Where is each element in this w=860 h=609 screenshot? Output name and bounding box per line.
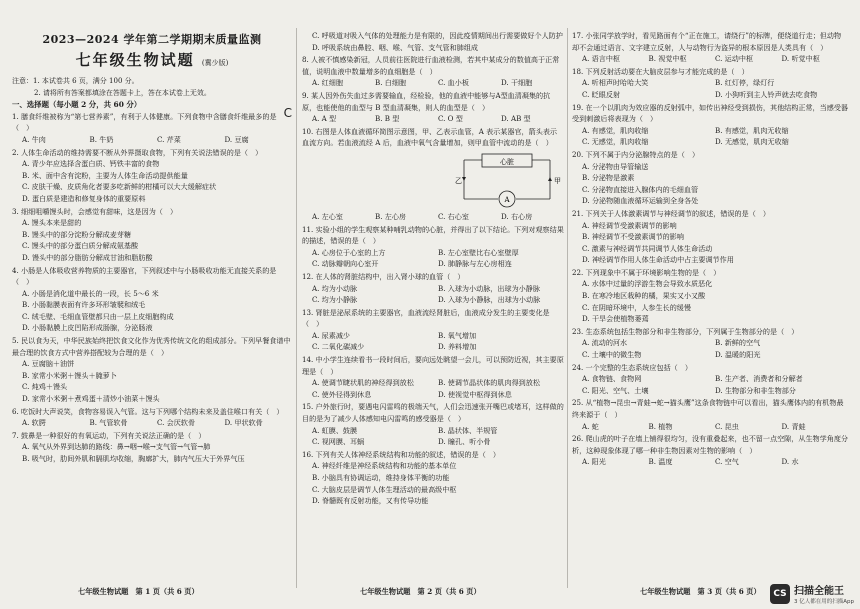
question-item [302, 30, 564, 53]
vessel-jia-label: 甲 [554, 176, 561, 185]
question-stem: 20. 下列不属于内分泌腺特点的是（ ） [572, 149, 700, 159]
question-item [572, 102, 848, 148]
answer-option: B. 米、面中含有淀粉，主要为人体生命活动提供能量 [22, 170, 188, 180]
option-group [572, 53, 848, 65]
answer-option: B. 有感觉，肌肉无收缩 [715, 125, 789, 135]
note-1: 注意：1. 本试卷共 6 页，满分 100 分。 [12, 77, 139, 85]
option-group [572, 77, 848, 100]
column-2 [302, 30, 564, 508]
section-heading: 一、选择题（每小题 2 分，共 60 分） [12, 100, 142, 110]
answer-option: C. 昆虫 [715, 421, 739, 431]
question-stem: 24. 一个完整的生态系统应包括（ ） [572, 362, 692, 372]
question-item [12, 335, 292, 405]
question-item [572, 208, 848, 266]
answer-option: C. 血小板 [438, 78, 469, 88]
answer-option: A. 使调节睫状肌的神经得到放松 [312, 378, 414, 388]
answer-option: A. 阳光 [582, 457, 606, 467]
question-stem: 3. 细细咀嚼馒头时，会感觉有甜味，这是因为（ ） [12, 206, 178, 216]
question-item [572, 362, 848, 397]
answer-option: A. 馒头本来是甜的 [22, 218, 82, 228]
answer-option: B. 馒头中的部分淀粉分解成麦芽糖 [22, 229, 132, 239]
question-item [12, 406, 292, 429]
answer-option: C. 激素与神经调节共同调节人体生命活动 [582, 243, 713, 253]
question-stem: 19. 在一个以肌肉为效应器的反射弧中，如传出神经受到损伤，其他结构正常，当感受器受到刺激后将表现为（ ） [572, 102, 849, 124]
answer-option: C. 土壤中的微生物 [582, 350, 642, 360]
option-group [12, 441, 292, 464]
column-3 [572, 30, 848, 469]
answer-option: B. 生产者、消费者和分解者 [715, 374, 803, 384]
question-stem: 15. 户外旅行时，要遇电闪雷鸣的极端天气，人们会迅速张开嘴巴或堵耳，这样做的目的是为了减少人体感知电闪雷鸣的感受器是（ ） [302, 402, 564, 424]
answer-option: A. 听相声时哈哈大笑 [582, 78, 649, 88]
question-item [302, 449, 564, 507]
answer-option: A. 左心室 [312, 211, 343, 221]
answer-option: B. 分泌物是激素 [582, 173, 635, 183]
question-stem: 13. 肾脏是泌尿系统的主要器官，血液流经肾脏后，血液成分发生的主要变化是（ ） [302, 307, 550, 329]
question-stem: 11. 实验小组的学生观察某种哺乳动物的心脏，并得出了以下结论。下列对观察结果的描述，错误的是（ ） [302, 224, 564, 246]
circulation-diagram [302, 151, 564, 209]
question-item [572, 397, 848, 432]
answer-option: B. 牛奶 [89, 134, 114, 144]
question-stem: 6. 吃饭时大声说笑，食物容易误入气管。这与下列哪个结构未来及盖住喉口有关（ ） [12, 406, 284, 416]
option-group [572, 337, 848, 360]
answer-option: A. 流动的河水 [582, 338, 628, 348]
answer-option: D. 听觉中枢 [781, 54, 820, 64]
question-stem: 5. 民以食为天，中华民族始终把饮食文化作为优秀传统文化的组成部分。下列早餐食谱中最合理的饮食方式中营养搭配较为合理的是（ ） [12, 336, 291, 357]
option-group [572, 125, 848, 148]
edition-label: (冀少版) [201, 59, 229, 67]
option-group [302, 30, 564, 53]
answer-option: B. 神经调节不受激素调节的影响 [582, 232, 684, 242]
answer-option: A. 神经调节受激素调节的影响 [582, 220, 677, 230]
question-stem: 26. 爬山虎的叶子在墙上铺得很均匀，没有重叠起来，也不留一点空隙，从生物学角度分析，这种现象体现了哪一种非生物因素对生物的影响（ ） [572, 434, 849, 455]
question-item [572, 267, 848, 325]
answer-option: B. B 型 [375, 114, 400, 124]
answer-option: A. 小肠是消化道中最长的一段，长 5～6 米 [22, 288, 159, 298]
answer-option: B. 入球为小动脉，出球为小静脉 [438, 283, 540, 293]
answer-option: B. 左心房 [375, 211, 407, 221]
option-group [12, 417, 292, 429]
question-list-3 [572, 30, 848, 468]
answer-option: B. 晶状体、半规管 [438, 425, 498, 435]
option-group [12, 288, 292, 334]
question-item [302, 224, 564, 270]
answer-option: C. 空气 [715, 457, 739, 467]
answer-option: C. 阳光、空气、土壤 [582, 385, 649, 395]
answer-option: B. 在寒冷地区栽种的橘，果实又小又酸 [582, 291, 706, 301]
answer-option: D. 豆腐 [224, 134, 249, 144]
option-group [302, 283, 564, 306]
answer-option: C. 无感觉，肌肉收缩 [582, 137, 649, 147]
answer-option: C. 在阴暗环境中，人参生长的缓慢 [582, 302, 691, 312]
answer-option: A. 食物链、食物网 [582, 374, 642, 384]
answer-option: A. 红细胞 [312, 78, 343, 88]
question-item [302, 54, 564, 89]
question-item [302, 307, 564, 353]
option-group [572, 161, 848, 207]
answer-option: A. 氧气从外界到达肺的路线：鼻→咽→喉→支气管→气管→肺 [22, 442, 211, 452]
organ-a-label: A [504, 195, 510, 204]
answer-option: A. 青少年应选择含蛋白质、钙铁丰富的食物 [22, 159, 160, 169]
answer-option: A. 神经纤维是神经系统结构和功能的基本单位 [312, 461, 457, 471]
question-stem: 7. 鼓鼻是一种很好的有氧运动，下列有关说法正确的是（ ） [12, 430, 206, 440]
answer-option: D. 呼吸系统由鼻腔、咽、喉、气管、支气管和肺组成 [312, 42, 479, 52]
option-group [302, 211, 564, 223]
answer-option: D. 分泌物随血液循环运输到全身各处 [582, 196, 699, 206]
watermark-brand: 扫描全能王 [794, 586, 844, 597]
answer-option: C. 分泌物直接进入腺体内的毛细血管 [582, 184, 699, 194]
heart-label: 心脏 [500, 157, 514, 166]
answer-option: C. 右心室 [438, 211, 469, 221]
question-item [12, 147, 292, 205]
answer-option: A. 蛇 [582, 421, 599, 431]
answer-option: B. 小肠黏膜表面有许多环形皱襞和绒毛 [22, 300, 146, 310]
question-stem: 2. 人体生命活动的维持需要不断从外界摄取食物，下列有关说法错误的是（ ） [12, 147, 263, 157]
column-1 [12, 30, 292, 466]
question-item [302, 90, 564, 125]
answer-option: B. 白细胞 [375, 78, 407, 88]
question-item [12, 206, 292, 264]
answer-option: C. 芹菜 [157, 134, 181, 144]
page-footer-1: 七年级生物试题 第 1 页（共 6 页） [78, 587, 199, 596]
question-stem: 1. 膳食纤维被称为“第七营养素”，有利于人体健康。下列食物中含膳食纤维最多的是（ ） C [12, 105, 292, 133]
answer-option: B. 气管软骨 [89, 418, 128, 428]
answer-option: C. 会厌软骨 [157, 418, 196, 428]
answer-option: D. AB 型 [501, 114, 531, 124]
question-stem: 14. 中小学生连续看书一段时间后，要向远处眺望一会儿，可以预防近视，其主要原理是（ ） [302, 355, 564, 376]
answer-option: A. 软腭 [22, 418, 46, 428]
question-item [12, 430, 292, 465]
option-group [302, 113, 564, 125]
answer-option: D. 神经调节作用人体生命活动中占主要调节作用 [582, 255, 734, 265]
answer-option: A. 尿素减少 [312, 330, 351, 340]
option-group [302, 330, 564, 353]
circulation-diagram-svg [452, 151, 562, 209]
answer-option: C. 馒头中的部分蛋白质分解成氨基酸 [22, 241, 139, 251]
question-list-2 [302, 30, 564, 507]
subject-title: 七年级生物试题 [75, 51, 195, 69]
option-group [572, 278, 848, 324]
answer-option: A. A 型 [312, 114, 337, 124]
answer-option: C. 使外径得到休息 [312, 389, 372, 399]
answer-option: C. 视网膜、耳蜗 [312, 437, 365, 447]
answer-option: D. 甲状软骨 [224, 418, 263, 428]
exam-term: 2023—2024 学年第二学期期末质量监测 [42, 33, 262, 46]
answer-option: A. 豆腐脑＋油饼 [22, 359, 75, 369]
option-group [572, 421, 848, 433]
question-stem: 22. 下列现象中不属于环境影响生物的是（ ） [572, 267, 721, 277]
option-group [302, 460, 564, 506]
answer-option: A. 心房位于心室的上方 [312, 247, 386, 257]
option-group [572, 220, 848, 266]
answer-option: B. 使调节晶状体的肌肉得到放松 [438, 378, 540, 388]
answer-option: D. 家常小米粥＋煮鸡蛋＋清炒小油菜＋馒头 [22, 394, 160, 404]
answer-option: B. 新鲜的空气 [715, 338, 761, 348]
option-group [12, 134, 292, 146]
answer-option: D. 肺静脉与左心房相连 [438, 259, 512, 269]
answer-option: D. 青蛙 [781, 421, 806, 431]
answer-option: C. 炖鸡＋馒头 [22, 382, 68, 392]
question-stem: 12. 在人体的肾脏结构中，出入肾小球的血管（ ） [302, 271, 465, 281]
question-item [302, 401, 564, 447]
option-group [12, 158, 292, 204]
answer-option: A. 牛肉 [22, 134, 46, 144]
question-stem: 18. 下列反射活动要在大脑皮层参与才能完成的是（ ） [572, 66, 749, 76]
flow-arrow-icon [548, 177, 552, 181]
answer-option: D. 干细胞 [501, 78, 533, 88]
vessel-yi-label: 乙 [455, 176, 462, 185]
question-item [572, 149, 848, 207]
answer-option: D. 水 [781, 457, 799, 467]
scanner-watermark [770, 582, 854, 605]
answer-option: C. 皮肤干燥、皮质角化者要多吃新鲜的柑橘可以大大缓解症状 [22, 182, 217, 192]
question-item [302, 271, 564, 306]
question-stem: 9. 某人因外伤失血过多需要输血，经检验，他的血液中能够与A型血清凝集的抗原，也能使他的血型与 B 型血清凝集，则人的血型是（ ） [302, 90, 551, 112]
question-stem: 21. 下列关于人体激素调节与神经调节的叙述，错误的是（ ） [572, 208, 770, 218]
answer-option: D. 脊髓既有反射功能，又有传导功能 [312, 496, 429, 506]
flow-arrow-icon [462, 177, 466, 181]
question-stem: 16. 下列有关人体神经系统结构和功能的叙述，错误的是（ ） [302, 449, 500, 459]
answer-option: D. 干旱会使植物萎蔫 [582, 314, 649, 324]
answer-option: D. 无感觉，肌肉无收缩 [715, 137, 789, 147]
question-stem: 10. 右图是人体血液循环简图示意图，甲、乙表示血管，A 表示某器官，箭头表示血流方向。若血液流经 A 后，血液中氧气含量增加，则甲血管中流动的是（ ） [302, 126, 558, 148]
answer-option: D. 温暖的阳光 [715, 350, 761, 360]
answer-option: A. 有感觉，肌肉收缩 [582, 125, 649, 135]
answer-option: B. 氧气增加 [438, 330, 477, 340]
question-stem: 25. 从“植物→昆虫→青蛙→蛇→猫头鹰”这条食物链中可以看出，猫头鹰体内的有机物最终来源于（ ） [572, 398, 844, 419]
watermark-text [794, 582, 854, 605]
option-group [302, 425, 564, 448]
answer-option: D. 蛋白质是建造和修复身体的重要原料 [22, 193, 146, 203]
question-item [302, 126, 564, 223]
column-divider [296, 28, 297, 588]
answer-option: C. 呼吸道对吸入气体的处理能力是有限的，因此疫情期间出行需要做好个人防护 [312, 31, 563, 40]
column-divider [567, 28, 568, 588]
answer-option: D. 养料增加 [438, 342, 477, 352]
watermark-subtitle: 3 亿人都在用的扫描App [794, 599, 854, 605]
option-group [302, 247, 564, 270]
option-group [302, 377, 564, 400]
answer-option: C. 眨眼反射 [582, 89, 621, 99]
answer-option: D. 瞳孔、听小骨 [438, 437, 491, 447]
answer-option: A. 水体中过量的浮游生物会导致水质恶化 [582, 279, 713, 289]
answer-option: C. 均为小静脉 [312, 295, 358, 305]
answer-option: D. 生物部分和非生物部分 [715, 385, 796, 395]
option-group [572, 373, 848, 396]
answer-option: B. 植物 [648, 421, 673, 431]
option-group [572, 456, 848, 468]
answer-option: C. 动脉瓣朝向心室开 [312, 259, 379, 269]
note-2: 2. 请将所有答案都填涂在答题卡上，答在本试卷上无效。 [34, 88, 211, 97]
answer-option: D. 右心房 [501, 211, 533, 221]
answer-option: D. 小狗听到主人铃声就去吃食物 [715, 89, 818, 99]
answer-option: D. 小肠黏膜上皮凹陷形成肠腺，分泌肠液 [22, 323, 153, 333]
answer-option: B. 红灯停，绿灯行 [715, 78, 775, 88]
answer-option: A. 虹膜、鼓膜 [312, 425, 358, 435]
page-footer-3: 七年级生物试题 第 3 页（共 6 页） [640, 587, 761, 596]
answer-option: A. 分泌物由导管输送 [582, 161, 649, 171]
scanner-logo-icon: CS [770, 584, 790, 604]
answer-option: C. 二氧化碳减少 [312, 342, 365, 352]
question-item [12, 265, 292, 335]
answer-option: C. O 型 [438, 114, 463, 124]
question-item [572, 326, 848, 361]
question-item [302, 354, 564, 400]
question-stem: 17. 小张同学放学时，看见路面有个“正在施工，请绕行”的标牌，便绕道行走；但动物却不会通过语言、文字建立反射，人与动物行为盗异的根本原因是人类具有（ ） [572, 31, 842, 52]
option-group [12, 358, 292, 404]
answer-option: A. 均为小动脉 [312, 283, 358, 293]
question-stem: 8. 人被不慎感染新冠，人员前往医院进行血液检测，若其中某成分的数值高于正常值，说明血液中数量增多的血细胞是（ ） [302, 55, 560, 76]
answer-option: A. 语言中枢 [582, 54, 621, 64]
answer-option: D. 使视觉中枢得到休息 [438, 389, 512, 399]
answer-option: B. 吸气时，肋间外肌和膈肌均收缩，胸廓扩大，肺内气压大于外界气压 [22, 454, 245, 463]
question-stem: 4. 小肠是人体吸收营养物质的主要器官，下列叙述中与小肠吸收功能无直接关系的是（ ） [12, 265, 277, 287]
answer-option: B. 视觉中枢 [648, 54, 687, 64]
answer-option: B. 左心室壁比右心室壁厚 [438, 247, 519, 257]
option-group [12, 217, 292, 263]
exam-subject [12, 49, 292, 74]
question-stem: 23. 生态系统包括生物部分和非生物部分，下列属于生物部分的是（ ） [572, 326, 799, 336]
page-footer-2: 七年级生物试题 第 2 页（共 6 页） [360, 587, 481, 596]
question-item [572, 66, 848, 101]
handwritten-answer: C [283, 105, 292, 120]
answer-option: B. 小脑具有协调运动，维持身体平衡的功能 [312, 473, 450, 482]
answer-option: C. 大脑皮层是调节人体生理活动的最高级中枢 [312, 484, 457, 494]
question-item [572, 433, 848, 468]
answer-option: D. 馒头中的部分脂肪分解成甘油和脂肪酸 [22, 252, 153, 262]
answer-option: C. 绒毛壁、毛细血管壁都只由一层上皮细胞构成 [22, 311, 174, 321]
question-item [572, 30, 848, 65]
option-group [302, 77, 564, 89]
answer-option: D. 入球为小静脉，出球为小动脉 [438, 295, 541, 305]
answer-option: B. 家常小米粥＋馒头＋腌萝卜 [22, 370, 117, 380]
answer-option: B. 温度 [648, 457, 673, 467]
answer-option: C. 运动中枢 [715, 54, 754, 64]
